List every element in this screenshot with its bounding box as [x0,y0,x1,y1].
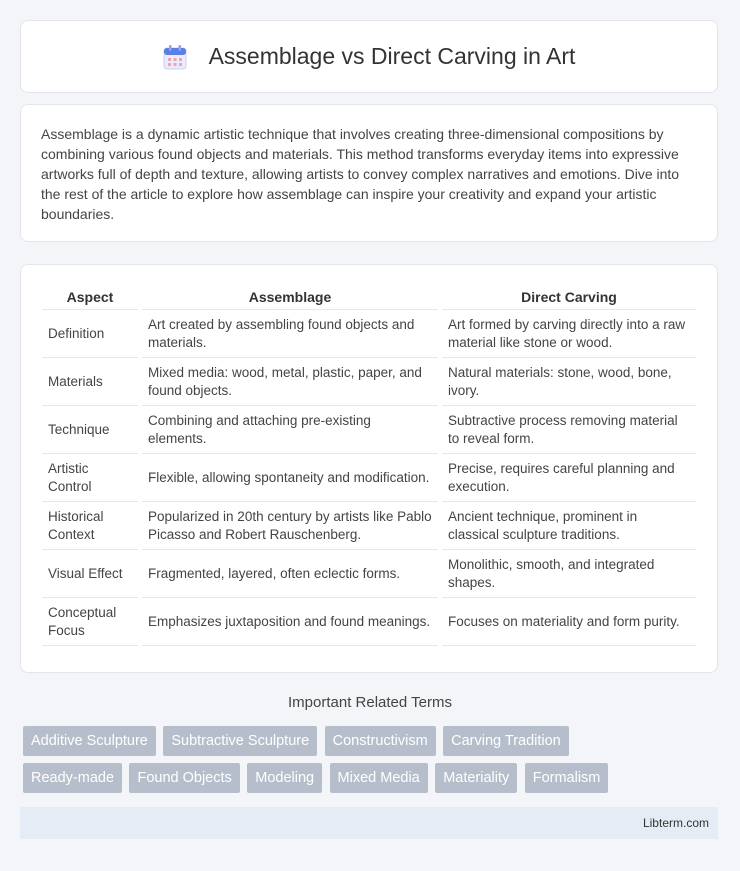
table-cell: Technique [42,406,138,454]
footer [20,807,718,839]
related-terms-list [23,726,723,800]
table-cell: Combining and attaching pre-existing elements. [142,406,438,454]
footer-site-link[interactable]: Libterm.com [642,816,709,830]
column-header: Direct Carving [442,285,696,310]
table-cell: Definition [42,310,138,358]
table-cell: Historical Context [42,502,138,550]
related-term-tag[interactable]: Found Objects [129,763,239,793]
related-term-tag[interactable]: Carving Tradition [443,726,569,756]
table-cell: Materials [42,358,138,406]
header-card [20,20,718,93]
table-cell: Monolithic, smooth, and integrated shapes. [442,550,696,598]
table-row [42,502,696,550]
comparison-table-card [20,264,718,673]
table-cell: Artistic Control [42,454,138,502]
related-term-tag[interactable]: Constructivism [325,726,436,756]
table-cell: Emphasizes juxtaposition and found meanings. [142,598,438,646]
table-cell: Precise, requires careful planning and execution. [442,454,696,502]
table-row [42,310,696,358]
related-term-tag[interactable]: Ready-made [23,763,122,793]
related-terms-title: Important Related Terms [288,694,452,711]
table-cell: Natural materials: stone, wood, bone, ivory. [442,358,696,406]
table-row [42,454,696,502]
table-cell: Visual Effect [42,550,138,598]
related-term-tag[interactable]: Materiality [435,763,517,793]
column-header: Aspect [42,285,138,310]
table-cell: Mixed media: wood, metal, plastic, paper, and found objects. [142,358,438,406]
page-title: Assemblage vs Direct Carving in Art [208,43,576,69]
related-term-tag[interactable]: Additive Sculpture [23,726,156,756]
related-term-tag[interactable]: Modeling [247,763,322,793]
table-row [42,550,696,598]
column-header: Assemblage [142,285,438,310]
table-cell: Ancient technique, prominent in classical sculpture traditions. [442,502,696,550]
table-cell: Conceptual Focus [42,598,138,646]
table-row [42,406,696,454]
comparison-table [38,285,700,646]
related-term-tag[interactable]: Mixed Media [330,763,428,793]
table-row [42,358,696,406]
table-cell: Art formed by carving directly into a raw material like stone or wood. [442,310,696,358]
calendar-icon [163,44,187,70]
table-cell: Fragmented, layered, often eclectic forms. [142,550,438,598]
table-row [42,598,696,646]
table-cell: Popularized in 20th century by artists like Pablo Picasso and Robert Rauschenberg. [142,502,438,550]
intro-card [20,104,718,242]
table-header-row [42,285,696,310]
table-cell: Art created by assembling found objects and materials. [142,310,438,358]
related-term-tag[interactable]: Formalism [525,763,609,793]
table-cell: Flexible, allowing spontaneity and modification. [142,454,438,502]
related-term-tag[interactable]: Subtractive Sculpture [163,726,317,756]
intro-text: Assemblage is a dynamic artistic technique that involves creating three-dimensional compositions by combining various found objects and materials. This method transforms everyday items into expressive artworks full of depth and texture, allowing artists to convey complex narratives and emotions. Dive into the rest of the article to explore how assemblage can inspire your creativity and expand your artistic boundaries. [41,126,680,222]
table-cell: Subtractive process removing material to reveal form. [442,406,696,454]
table-cell: Focuses on materiality and form purity. [442,598,696,646]
